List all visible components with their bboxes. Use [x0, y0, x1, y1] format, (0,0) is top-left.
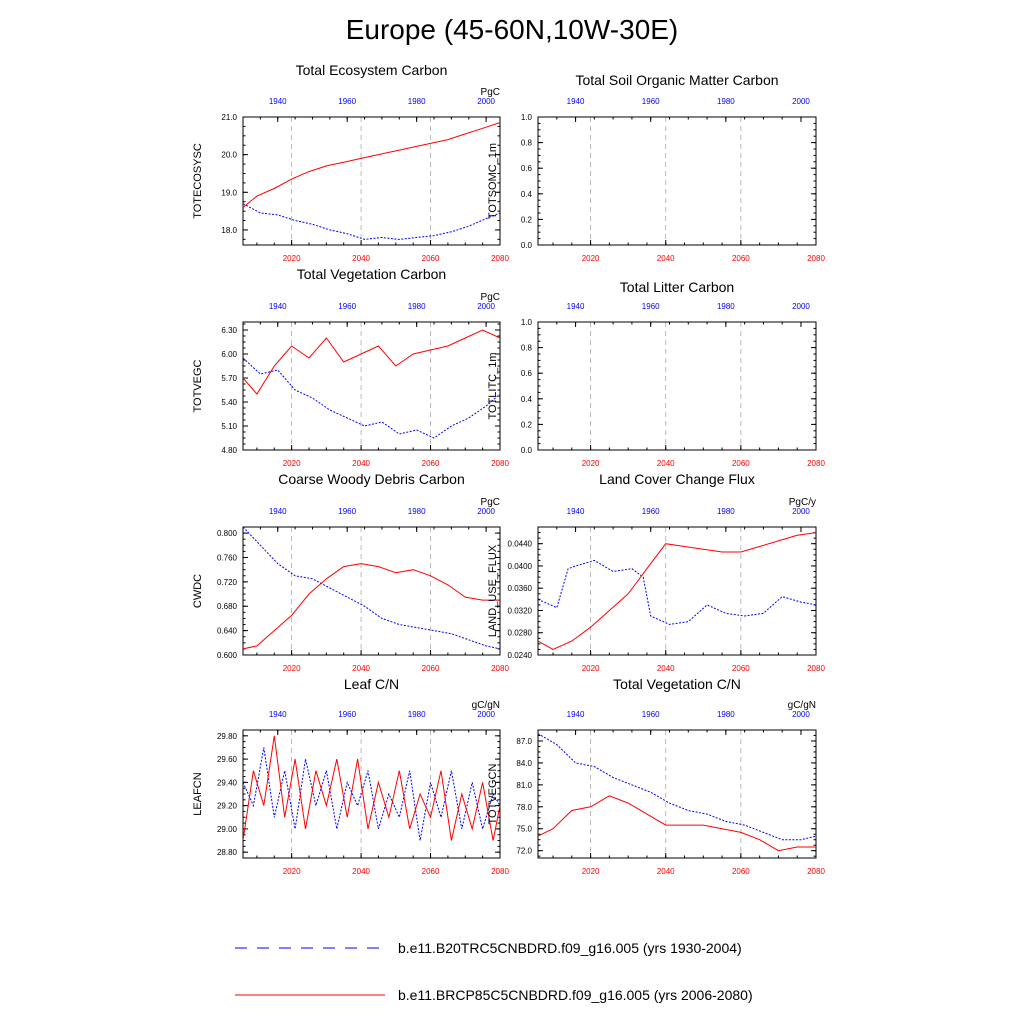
x-top-tick-label: 1960 — [641, 710, 660, 719]
y-tick-label: 0.0320 — [507, 606, 532, 616]
units-label: PgC — [480, 87, 500, 98]
x-top-tick-label: 1980 — [716, 710, 735, 719]
series-line-future — [243, 330, 500, 394]
panel-title: Total Litter Carbon — [619, 279, 735, 295]
y-tick-label: 0.800 — [216, 529, 237, 539]
y-tick-label: 18.0 — [221, 225, 237, 235]
x-top-tick-label: 1940 — [566, 97, 585, 106]
x-tick-label: 2020 — [282, 867, 301, 876]
y-tick-label: 29.40 — [216, 778, 237, 788]
y-tick-label: 75.0 — [516, 824, 532, 834]
y-tick-label: 1.0 — [520, 318, 532, 327]
y-axis-label: LEAFCN — [192, 772, 204, 816]
x-top-tick-label: 1940 — [268, 302, 287, 311]
x-top-tick-label: 2000 — [477, 97, 496, 106]
x-tick-label: 2080 — [491, 459, 509, 468]
x-tick-label: 2040 — [656, 664, 675, 673]
y-axis-label: TOTECOSYSC — [192, 143, 204, 219]
x-tick-label: 2080 — [807, 664, 825, 673]
x-top-tick-label: 2000 — [477, 507, 496, 516]
y-tick-label: 4.80 — [221, 446, 237, 455]
y-tick-label: 81.0 — [516, 780, 532, 790]
y-tick-label: 29.00 — [216, 824, 237, 834]
x-tick-label: 2080 — [491, 254, 509, 263]
x-top-tick-label: 1960 — [338, 507, 357, 516]
x-tick-label: 2080 — [807, 867, 825, 876]
units-label: PgC — [480, 292, 500, 303]
series-line-historical — [538, 734, 816, 840]
x-top-tick-label: 1960 — [641, 302, 660, 311]
x-tick-label: 2060 — [421, 867, 440, 876]
y-tick-label: 29.80 — [216, 731, 237, 741]
x-tick-label: 2020 — [581, 459, 600, 468]
x-tick-label: 2020 — [282, 254, 301, 263]
y-axis-label: CWDC — [192, 573, 204, 609]
x-tick-label: 2060 — [421, 664, 440, 673]
x-tick-label: 2020 — [581, 254, 600, 263]
units-label: PgC/y — [788, 497, 816, 508]
y-tick-label: 6.30 — [221, 326, 237, 335]
y-tick-label: 1.0 — [520, 113, 532, 122]
x-top-tick-label: 1960 — [641, 507, 660, 516]
units-label: gC/gN — [471, 700, 500, 711]
x-tick-label: 2040 — [656, 459, 675, 468]
x-top-tick-label: 1940 — [566, 507, 585, 516]
x-tick-label: 2040 — [656, 867, 675, 876]
x-top-tick-label: 1960 — [338, 302, 357, 311]
y-tick-label: 84.0 — [516, 758, 532, 768]
legend — [0, 910, 1024, 1030]
x-tick-label: 2080 — [491, 867, 509, 876]
y-tick-label: 0.2 — [520, 420, 532, 430]
series-line-future — [243, 123, 500, 208]
plot-frame — [243, 322, 500, 450]
x-top-tick-label: 2000 — [792, 302, 810, 311]
y-tick-label: 28.80 — [216, 848, 237, 858]
y-axis-label: TOTVEGCN — [487, 763, 499, 825]
series-line-historical — [243, 204, 500, 240]
x-tick-label: 2080 — [807, 459, 825, 468]
y-tick-label: 0.8 — [520, 343, 532, 353]
y-axis-label: LAND_USE_FLUX — [487, 544, 499, 638]
x-tick-label: 2060 — [731, 254, 750, 263]
x-tick-label: 2060 — [731, 664, 750, 673]
units-label: PgC — [480, 497, 500, 508]
x-top-tick-label: 1980 — [407, 710, 426, 719]
y-tick-label: 0.4 — [520, 394, 532, 404]
y-tick-label: 0.4 — [520, 189, 532, 199]
x-top-tick-label: 2000 — [477, 302, 496, 311]
y-tick-label: 0.760 — [216, 553, 237, 563]
y-tick-label: 0.6 — [520, 369, 532, 379]
x-tick-label: 2060 — [421, 459, 440, 468]
x-tick-label: 2040 — [352, 664, 370, 673]
series-line-future — [243, 564, 500, 649]
legend-label-future: b.e11.BRCP85C5CNBDRD.f09_g16.005 (yrs 2006-2080) — [398, 987, 753, 1003]
x-top-tick-label: 1960 — [338, 97, 357, 106]
plot-frame — [538, 730, 816, 858]
panel-title: Land Cover Change Flux — [599, 471, 755, 487]
x-tick-label: 2040 — [352, 867, 370, 876]
panel-title: Coarse Woody Debris Carbon — [278, 471, 465, 487]
plot-frame — [538, 117, 816, 245]
legend-label-historical: b.e11.B20TRC5CNBDRD.f09_g16.005 (yrs 1930-2004) — [398, 940, 742, 956]
x-tick-label: 2020 — [282, 664, 301, 673]
x-top-tick-label: 1940 — [566, 710, 585, 719]
x-top-tick-label: 1940 — [268, 97, 287, 106]
x-tick-label: 2020 — [581, 867, 600, 876]
series-line-historical — [243, 527, 500, 649]
x-tick-label: 2080 — [807, 254, 825, 263]
y-tick-label: 5.70 — [221, 374, 237, 383]
x-top-tick-label: 2000 — [792, 507, 810, 516]
x-top-tick-label: 1940 — [566, 302, 585, 311]
y-tick-label: 0.2 — [520, 215, 532, 225]
plot-frame — [243, 117, 500, 245]
x-tick-label: 2060 — [421, 254, 440, 263]
y-axis-label: TOTVEGC — [192, 359, 204, 413]
y-tick-label: 0.680 — [216, 602, 237, 612]
x-top-tick-label: 2000 — [477, 710, 496, 719]
y-axis-label: TOTLITC_1m — [487, 352, 499, 420]
y-tick-label: 0.600 — [216, 651, 237, 660]
y-tick-label: 0.0360 — [507, 584, 532, 594]
y-tick-label: 87.0 — [516, 736, 532, 746]
y-tick-label: 0.8 — [520, 138, 532, 148]
y-axis-label: TOTSOMC_1m — [487, 142, 499, 220]
y-tick-label: 0.0280 — [507, 628, 532, 638]
x-top-tick-label: 1980 — [407, 507, 426, 516]
y-tick-label: 0.6 — [520, 164, 532, 174]
x-top-tick-label: 1980 — [407, 302, 426, 311]
x-tick-label: 2040 — [352, 459, 370, 468]
y-tick-label: 5.40 — [221, 398, 237, 407]
series-line-future — [538, 796, 816, 851]
panel-title: Total Soil Organic Matter Carbon — [575, 72, 779, 88]
x-tick-label: 2060 — [731, 867, 750, 876]
y-tick-label: 0.0440 — [507, 539, 532, 549]
y-tick-label: 5.10 — [221, 422, 237, 431]
x-top-tick-label: 1980 — [716, 507, 735, 516]
y-tick-label: 20.0 — [221, 150, 237, 160]
series-line-future — [538, 533, 816, 650]
x-top-tick-label: 1980 — [716, 97, 735, 106]
x-tick-label: 2020 — [282, 459, 301, 468]
y-tick-label: 6.00 — [221, 350, 237, 359]
x-tick-label: 2040 — [352, 254, 370, 263]
plot-frame — [243, 527, 500, 655]
y-tick-label: 19.0 — [221, 188, 237, 198]
x-tick-label: 2040 — [656, 254, 675, 263]
x-top-tick-label: 1940 — [268, 507, 287, 516]
series-line-historical — [243, 358, 500, 438]
y-tick-label: 0.0240 — [507, 651, 532, 660]
x-top-tick-label: 1960 — [641, 97, 660, 106]
series-line-historical — [538, 560, 816, 624]
y-tick-label: 0.0 — [520, 241, 532, 250]
y-tick-label: 21.0 — [221, 113, 237, 122]
y-tick-label: 72.0 — [516, 846, 532, 856]
x-top-tick-label: 2000 — [792, 710, 810, 719]
plot-frame — [538, 322, 816, 450]
panel-title: Total Vegetation C/N — [613, 676, 741, 692]
x-tick-label: 2060 — [731, 459, 750, 468]
x-tick-label: 2080 — [491, 664, 509, 673]
panel-title: Leaf C/N — [343, 676, 400, 692]
y-tick-label: 0.0400 — [507, 561, 532, 571]
x-top-tick-label: 1980 — [407, 97, 426, 106]
y-tick-label: 29.20 — [216, 801, 237, 811]
units-label: gC/gN — [787, 700, 816, 711]
y-tick-label: 29.60 — [216, 755, 237, 765]
y-tick-label: 0.640 — [216, 626, 237, 636]
panel-title: Total Vegetation Carbon — [296, 266, 447, 282]
y-tick-label: 0.0 — [520, 446, 532, 455]
x-top-tick-label: 1980 — [716, 302, 735, 311]
panel-title: Total Ecosystem Carbon — [295, 62, 448, 78]
x-top-tick-label: 1940 — [268, 710, 287, 719]
x-top-tick-label: 2000 — [792, 97, 810, 106]
y-tick-label: 78.0 — [516, 802, 532, 812]
x-tick-label: 2020 — [581, 664, 600, 673]
y-tick-label: 0.720 — [216, 577, 237, 587]
main-title: Europe (45-60N,10W-30E) — [345, 14, 679, 45]
x-top-tick-label: 1960 — [338, 710, 357, 719]
